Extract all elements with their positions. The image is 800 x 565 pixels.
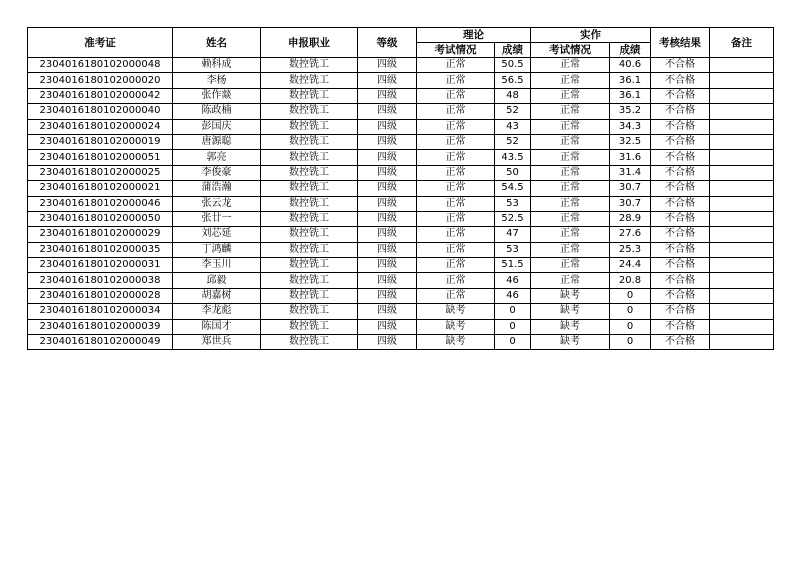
cell-practice-status: 正常	[531, 227, 610, 242]
cell-practice-status: 正常	[531, 196, 610, 211]
cell-theory-status: 正常	[417, 258, 495, 273]
cell-exam-id: 2304016180102000034	[28, 304, 173, 319]
table-row	[28, 319, 774, 334]
cell-name: 唐源聪	[173, 134, 261, 149]
cell-practice-status: 正常	[531, 119, 610, 134]
cell-practice-score: 0	[610, 319, 651, 334]
cell-theory-score: 0	[495, 304, 531, 319]
cell-name: 李玉川	[173, 258, 261, 273]
cell-theory-score: 46	[495, 273, 531, 288]
table-body	[28, 58, 774, 350]
cell-practice-status: 正常	[531, 58, 610, 73]
cell-practice-status: 缺考	[531, 304, 610, 319]
cell-exam-id: 2304016180102000046	[28, 196, 173, 211]
cell-practice-status: 正常	[531, 150, 610, 165]
cell-occupation: 数控铣工	[261, 165, 358, 180]
cell-name: 李俊豪	[173, 165, 261, 180]
cell-remark	[710, 258, 774, 273]
cell-theory-score: 51.5	[495, 258, 531, 273]
cell-theory-status: 正常	[417, 58, 495, 73]
cell-result: 不合格	[651, 227, 710, 242]
header-result: 考核结果	[651, 28, 710, 58]
cell-exam-id: 2304016180102000039	[28, 319, 173, 334]
table-row	[28, 335, 774, 350]
cell-theory-score: 43.5	[495, 150, 531, 165]
cell-exam-id: 2304016180102000035	[28, 242, 173, 257]
cell-remark	[710, 304, 774, 319]
cell-remark	[710, 58, 774, 73]
table-row	[28, 150, 774, 165]
cell-occupation: 数控铣工	[261, 104, 358, 119]
cell-theory-status: 正常	[417, 288, 495, 303]
cell-exam-id: 2304016180102000025	[28, 165, 173, 180]
cell-theory-score: 43	[495, 119, 531, 134]
cell-exam-id: 2304016180102000040	[28, 104, 173, 119]
cell-occupation: 数控铣工	[261, 196, 358, 211]
table-row	[28, 134, 774, 149]
table-row	[28, 304, 774, 319]
cell-exam-id: 2304016180102000024	[28, 119, 173, 134]
cell-level: 四级	[358, 273, 417, 288]
cell-result: 不合格	[651, 335, 710, 350]
cell-level: 四级	[358, 134, 417, 149]
cell-theory-status: 正常	[417, 88, 495, 103]
table-row	[28, 119, 774, 134]
cell-theory-score: 0	[495, 319, 531, 334]
cell-practice-status: 正常	[531, 134, 610, 149]
cell-result: 不合格	[651, 150, 710, 165]
cell-name: 李龙彪	[173, 304, 261, 319]
cell-name: 邱毅	[173, 273, 261, 288]
cell-result: 不合格	[651, 288, 710, 303]
cell-level: 四级	[358, 211, 417, 226]
cell-name: 刘芯延	[173, 227, 261, 242]
cell-theory-status: 正常	[417, 73, 495, 88]
table-row	[28, 227, 774, 242]
exam-results-table	[27, 27, 774, 350]
cell-name: 赖科成	[173, 58, 261, 73]
cell-result: 不合格	[651, 58, 710, 73]
cell-remark	[710, 150, 774, 165]
cell-theory-status: 正常	[417, 104, 495, 119]
cell-level: 四级	[358, 165, 417, 180]
cell-exam-id: 2304016180102000021	[28, 181, 173, 196]
table-row	[28, 242, 774, 257]
table-row	[28, 73, 774, 88]
cell-level: 四级	[358, 288, 417, 303]
cell-occupation: 数控铣工	[261, 150, 358, 165]
cell-practice-status: 正常	[531, 273, 610, 288]
cell-name: 郑世兵	[173, 335, 261, 350]
cell-practice-score: 0	[610, 288, 651, 303]
cell-result: 不合格	[651, 258, 710, 273]
cell-remark	[710, 181, 774, 196]
cell-practice-status: 正常	[531, 165, 610, 180]
table-row	[28, 104, 774, 119]
cell-exam-id: 230401618010200004​8	[28, 58, 173, 73]
cell-theory-score: 47	[495, 227, 531, 242]
table-row	[28, 288, 774, 303]
header-practice: 实作	[531, 28, 651, 43]
cell-theory-status: 正常	[417, 211, 495, 226]
cell-occupation: 数控铣工	[261, 181, 358, 196]
cell-theory-score: 53	[495, 242, 531, 257]
cell-theory-status: 正常	[417, 227, 495, 242]
cell-remark	[710, 134, 774, 149]
cell-occupation: 数控铣工	[261, 134, 358, 149]
cell-theory-status: 正常	[417, 150, 495, 165]
cell-occupation: 数控铣工	[261, 288, 358, 303]
header-occupation: 申报职业	[261, 28, 358, 58]
cell-result: 不合格	[651, 73, 710, 88]
cell-theory-score: 50.5	[495, 58, 531, 73]
cell-level: 四级	[358, 181, 417, 196]
cell-practice-score: 36.1	[610, 88, 651, 103]
table-row	[28, 88, 774, 103]
cell-practice-status: 正常	[531, 258, 610, 273]
cell-exam-id: 2304016180102000050	[28, 211, 173, 226]
cell-theory-score: 54.5	[495, 181, 531, 196]
cell-occupation: 数控铣工	[261, 304, 358, 319]
cell-result: 不合格	[651, 88, 710, 103]
cell-remark	[710, 273, 774, 288]
cell-remark	[710, 73, 774, 88]
cell-occupation: 数控铣工	[261, 273, 358, 288]
cell-practice-score: 31.6	[610, 150, 651, 165]
cell-practice-score: 20.8	[610, 273, 651, 288]
cell-practice-status: 正常	[531, 104, 610, 119]
cell-practice-score: 30.7	[610, 181, 651, 196]
cell-occupation: 数控铣工	[261, 335, 358, 350]
cell-level: 四级	[358, 119, 417, 134]
cell-remark	[710, 104, 774, 119]
cell-occupation: 数控铣工	[261, 58, 358, 73]
cell-name: 张云龙	[173, 196, 261, 211]
table-row	[28, 258, 774, 273]
header-theory-score: 成绩	[495, 43, 531, 58]
cell-theory-score: 53	[495, 196, 531, 211]
cell-practice-score: 0	[610, 304, 651, 319]
cell-theory-status: 正常	[417, 165, 495, 180]
cell-result: 不合格	[651, 165, 710, 180]
cell-practice-score: 30.7	[610, 196, 651, 211]
cell-theory-status: 正常	[417, 273, 495, 288]
table-row	[28, 181, 774, 196]
cell-occupation: 数控铣工	[261, 73, 358, 88]
cell-remark	[710, 288, 774, 303]
cell-name: 陈国才	[173, 319, 261, 334]
cell-theory-score: 52.5	[495, 211, 531, 226]
cell-remark	[710, 211, 774, 226]
cell-name: 蒲浩瀚	[173, 181, 261, 196]
header-name: 姓名	[173, 28, 261, 58]
cell-practice-score: 0	[610, 335, 651, 350]
cell-name: 郭亮	[173, 150, 261, 165]
cell-remark	[710, 319, 774, 334]
cell-level: 四级	[358, 304, 417, 319]
cell-practice-score: 36.1	[610, 73, 651, 88]
cell-occupation: 数控铣工	[261, 242, 358, 257]
cell-result: 不合格	[651, 181, 710, 196]
cell-remark	[710, 165, 774, 180]
cell-name: 李杨	[173, 73, 261, 88]
cell-level: 四级	[358, 58, 417, 73]
cell-result: 不合格	[651, 104, 710, 119]
cell-practice-score: 40.6	[610, 58, 651, 73]
cell-level: 四级	[358, 242, 417, 257]
cell-practice-status: 正常	[531, 181, 610, 196]
cell-practice-score: 25.3	[610, 242, 651, 257]
table-row	[28, 211, 774, 226]
cell-result: 不合格	[651, 119, 710, 134]
cell-theory-status: 缺考	[417, 335, 495, 350]
cell-practice-status: 正常	[531, 73, 610, 88]
cell-theory-score: 46	[495, 288, 531, 303]
cell-occupation: 数控铣工	[261, 119, 358, 134]
table-row	[28, 196, 774, 211]
table-header	[28, 28, 774, 58]
cell-theory-score: 52	[495, 104, 531, 119]
header-level: 等级	[358, 28, 417, 58]
cell-occupation: 数控铣工	[261, 227, 358, 242]
cell-practice-score: 34.3	[610, 119, 651, 134]
cell-exam-id: 2304016180102000019	[28, 134, 173, 149]
cell-theory-score: 56.5	[495, 73, 531, 88]
cell-result: 不合格	[651, 211, 710, 226]
cell-theory-status: 正常	[417, 134, 495, 149]
cell-level: 四级	[358, 335, 417, 350]
cell-name: 彭国庆	[173, 119, 261, 134]
cell-result: 不合格	[651, 304, 710, 319]
cell-remark	[710, 88, 774, 103]
cell-remark	[710, 242, 774, 257]
cell-result: 不合格	[651, 196, 710, 211]
cell-practice-score: 31.4	[610, 165, 651, 180]
table-row	[28, 273, 774, 288]
cell-level: 四级	[358, 258, 417, 273]
cell-name: 张廿一	[173, 211, 261, 226]
cell-exam-id: 2304016180102000020	[28, 73, 173, 88]
cell-result: 不合格	[651, 242, 710, 257]
cell-occupation: 数控铣工	[261, 88, 358, 103]
cell-practice-score: 28.9	[610, 211, 651, 226]
header-theory-status: 考试情况	[417, 43, 495, 58]
cell-level: 四级	[358, 73, 417, 88]
table-row	[28, 58, 774, 73]
cell-result: 不合格	[651, 273, 710, 288]
cell-occupation: 数控铣工	[261, 319, 358, 334]
cell-practice-status: 缺考	[531, 288, 610, 303]
cell-level: 四级	[358, 227, 417, 242]
cell-theory-status: 正常	[417, 181, 495, 196]
cell-exam-id: 2304016180102000038	[28, 273, 173, 288]
cell-practice-score: 35.2	[610, 104, 651, 119]
table-row	[28, 165, 774, 180]
cell-level: 四级	[358, 196, 417, 211]
header-remarks: 备注	[710, 28, 774, 58]
cell-practice-status: 正常	[531, 211, 610, 226]
cell-remark	[710, 119, 774, 134]
cell-level: 四级	[358, 88, 417, 103]
cell-occupation: 数控铣工	[261, 258, 358, 273]
cell-remark	[710, 335, 774, 350]
cell-occupation: 数控铣工	[261, 211, 358, 226]
cell-exam-id: 2304016180102000031	[28, 258, 173, 273]
cell-theory-status: 正常	[417, 242, 495, 257]
cell-theory-score: 50	[495, 165, 531, 180]
cell-theory-status: 缺考	[417, 304, 495, 319]
cell-remark	[710, 227, 774, 242]
cell-name: 胡嘉树	[173, 288, 261, 303]
cell-practice-status: 缺考	[531, 335, 610, 350]
cell-remark	[710, 196, 774, 211]
cell-practice-score: 32.5	[610, 134, 651, 149]
cell-level: 四级	[358, 319, 417, 334]
cell-name: 张作燚	[173, 88, 261, 103]
header-theory: 理论	[417, 28, 531, 43]
cell-level: 四级	[358, 150, 417, 165]
header-exam-id: 准考证	[28, 28, 173, 58]
cell-theory-status: 正常	[417, 119, 495, 134]
cell-level: 四级	[358, 104, 417, 119]
cell-name: 陈政楠	[173, 104, 261, 119]
cell-practice-status: 缺考	[531, 319, 610, 334]
cell-exam-id: 2304016180102000042	[28, 88, 173, 103]
cell-result: 不合格	[651, 319, 710, 334]
cell-name: 丁鸿麟	[173, 242, 261, 257]
cell-theory-score: 52	[495, 134, 531, 149]
cell-practice-status: 正常	[531, 242, 610, 257]
cell-theory-status: 正常	[417, 196, 495, 211]
cell-theory-score: 48	[495, 88, 531, 103]
header-practice-status: 考试情况	[531, 43, 610, 58]
cell-theory-status: 缺考	[417, 319, 495, 334]
cell-exam-id: 2304016180102000028	[28, 288, 173, 303]
cell-practice-score: 27.6	[610, 227, 651, 242]
cell-practice-score: 24.4	[610, 258, 651, 273]
header-practice-score: 成绩	[610, 43, 651, 58]
cell-exam-id: 2304016180102000049	[28, 335, 173, 350]
cell-theory-score: 0	[495, 335, 531, 350]
cell-practice-status: 正常	[531, 88, 610, 103]
cell-exam-id: 2304016180102000051	[28, 150, 173, 165]
cell-exam-id: 2304016180102000029	[28, 227, 173, 242]
cell-result: 不合格	[651, 134, 710, 149]
